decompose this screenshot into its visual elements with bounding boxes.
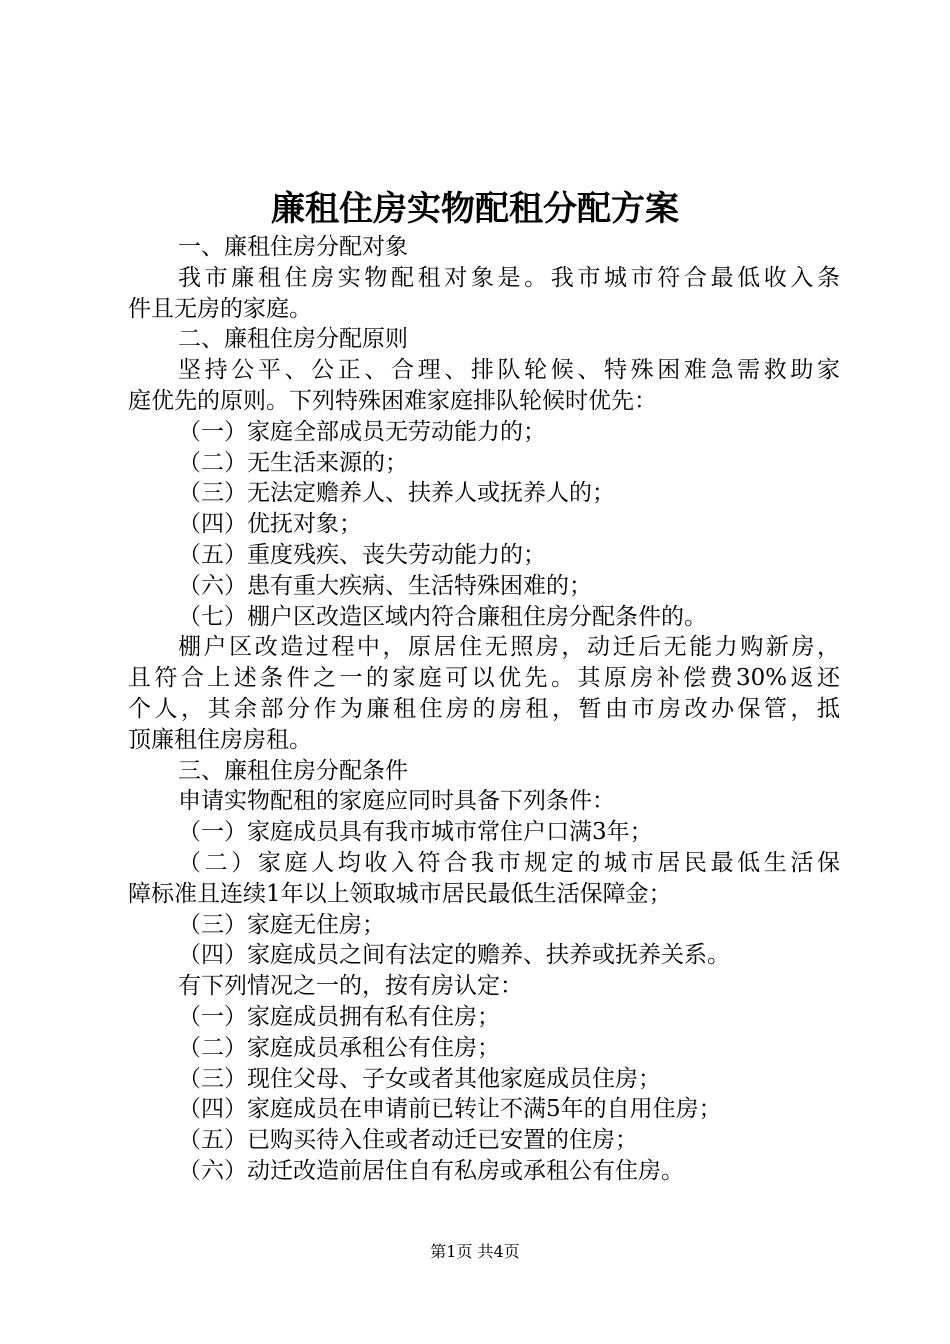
text-line: （三）现住父母、子女或者其他家庭成员住房； [178, 1065, 661, 1092]
text-line: 坚持公平、公正、合理、排队轮候、特殊困难急需救助家 [178, 357, 840, 384]
text-line: 申请实物配租的家庭应同时具备下列条件： [178, 788, 615, 815]
text-line: （三）家庭无住房； [178, 911, 385, 938]
text-line: （一）家庭成员拥有私有住房； [178, 1003, 500, 1030]
text-line: （二）家庭人均收入符合我市规定的城市居民最低生活保 [178, 849, 840, 876]
text-line: （一）家庭全部成员无劳动能力的； [178, 418, 546, 445]
text-line: （六）动迁改造前居住自有私房或承租公有住房。 [178, 1157, 684, 1184]
text-line: 且符合上述条件之一的家庭可以优先。其原房补偿费30%返还 [128, 665, 840, 692]
text-line: （五）重度残疾、丧失劳动能力的； [178, 541, 546, 568]
text-line: （一）家庭成员具有我市城市常住户口满3年； [178, 819, 653, 846]
text-line: （二）家庭成员承租公有住房； [178, 1034, 500, 1061]
text-line: 有下列情况之一的，按有房认定： [178, 973, 523, 1000]
text-line: （三）无法定赡养人、扶养人或抚养人的； [178, 480, 615, 507]
document-body [128, 232, 840, 1187]
text-line: 三、廉租住房分配条件 [178, 757, 408, 784]
text-line: 顶廉租住房房租。 [128, 726, 312, 753]
text-line: （四）家庭成员之间有法定的赡养、扶养或抚养关系。 [178, 942, 730, 969]
text-line: （五）已购买待入住或者动迁已安置的住房； [178, 1127, 638, 1154]
text-line: （六）患有重大疾病、生活特殊困难的； [178, 572, 592, 599]
text-line: 庭优先的原则。下列特殊困难家庭排队轮候时优先： [128, 387, 657, 414]
text-line: 我市廉租住房实物配租对象是。我市城市符合最低收入条 [178, 264, 840, 291]
text-line: （四）优抚对象； [178, 511, 362, 538]
text-line: （二）无生活来源的； [178, 449, 408, 476]
text-line: 件且无房的家庭。 [128, 295, 312, 322]
text-line: 个人，其余部分作为廉租住房的房租，暂由市房改办保管，抵 [128, 695, 840, 722]
document-title: 廉租住房实物配租分配方案 [271, 189, 679, 229]
page-footer: 第1页 共4页 [430, 1242, 520, 1261]
text-line: 棚户区改造过程中，原居住无照房，动迁后无能力购新房， [178, 634, 840, 661]
text-line: 障标准且连续1年以上领取城市居民最低生活保障金； [128, 880, 672, 907]
text-line: （四）家庭成员在申请前已转让不满5年的自用住房； [178, 1096, 722, 1123]
text-line: （七）棚户区改造区域内符合廉租住房分配条件的。 [178, 603, 707, 630]
text-line: 一、廉租住房分配对象 [178, 234, 408, 260]
text-line: 二、廉租住房分配原则 [178, 326, 408, 353]
